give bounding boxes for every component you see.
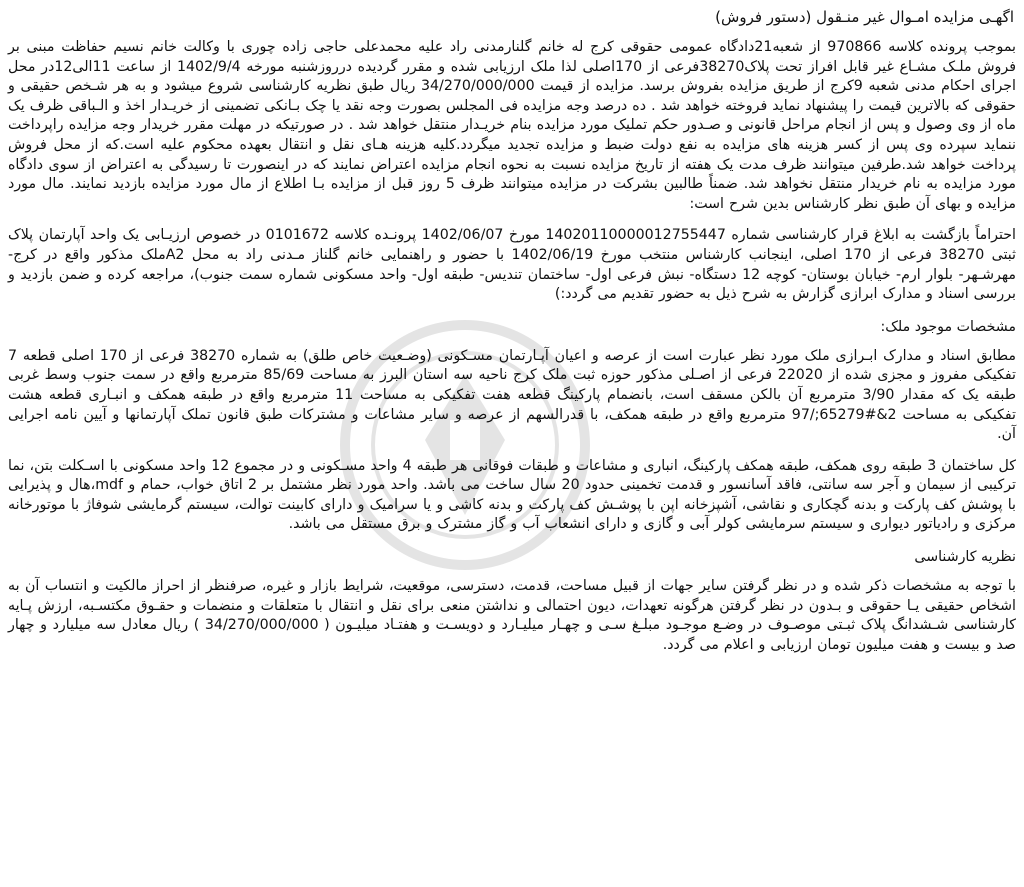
expert-opinion-heading: نظریه کارشناسی bbox=[914, 549, 1016, 566]
notice-paragraph-property-specs: مطابق اسناد و مدارک ابـرازی ملک مورد نظر عبارت است از عرصه و اعیان آپـارتمان مسـکونی (وضـعیت خاص طلق) به شماره 38270 فرعی از 170 اصلی قطعه 7 تفکیکی مفروز و مجزی شده از 22020 فرعی از اصـلی مذکور حوزه ثبت ملک کرج ناحیه سه استان البرز به مساحت 85/69 مترمربع واقع در سمت جنوب وسط غربی طبقه یک که مقدار 3/90 مترمربع آن بالکن مسقف است، بانضمام پارکینگ قطعه هفت تفکیکی به مساحت 11 مترمربع واقع در طبقه همکف و انبـاری قطعه هشت تفکیکی به مساحت 2&#65279;/97 مترمربع واقع در طبقه همکف، با قدرالسهم از عرصه و سایر مشاعات و مشترکات طبق قانون تملک آپارتمانها و آیین نامه اجرایی آن. bbox=[8, 347, 1017, 443]
notice-title: اگهـی مزایده امـوال غیر منـقول (دستور فروش) bbox=[715, 8, 1014, 26]
notice-paragraph-intro: بموجب پرونده کلاسه 970866 از شعبه21دادگاه عمومی حقوقی کرج له خانم گلنارمدنی راد علیه محمدعلی حاجی زاده چوری با وکالت خانم نسیم حفاظت مبنی بر فروش ملـک مشـاع غیر قابل افراز تحت پلاک38270فرعی از 170اصلی لذا ملک ارزیابی شده و مقرر گردیده درروزشنبه مورخه 1402/9/4 از ساعت 11الی12در محل اجرای احکام مدنی شعبه 9کرج از طریق مزایده بفروش برسد. مزایده از قیمت 34/270/000/000 ریال طبق نظریه کارشناسی شروع میشود و به هر شـخص حقیقی و حقوقی که بالاترین قیمت را پیشنهاد نماید فروخته خواهد شد . ده درصد وجه مزایده فی المجلس بصورت وجه نقد یا چک بـانکی تضمینی از خریـدار اخذ و الـباقی ظرف یک ماه از وی وصول و پس از انجام مراحل قانونی و صـدور حکم تملیک مورد مزایده بنام خریـدار منتقل خواهد شد . در صورتیکه در مهلت مقرر خریدار وجه مزایده راپرداخت ننماید سپرده وی پس از کسر هزینه های مزایده به نفع دولت ضبط و مزایده تجدید میگردد.کلیه هزینه هـای نقل و انتقال بعهده محکوم علیه است.که از محل فروش پرداخت خواهد شد.طرفین میتوانند ظرف مدت یک هفته از تاریخ مزایده نسبت به نحوه انجام مزایده اعتراض نمایند که در اینصورت تا رسیدگی به اعتراض از سوی دادگاه مورد مزایده به نام خریدار منتقل نخواهد شد. ضمناً طالبین بشرکت در مزایده میتوانند ظرف 5 روز قبل از مزایده بـا اطلاع از مال مورد مزایده بازدید نمایند. مال مورد مزایده و بهای آن طبق نظر کارشناس بدین شرح است: bbox=[8, 39, 1017, 212]
notice-paragraph-expert-opinion: با توجه به مشخصات ذکر شده و در نظر گرفتن سایر جهات از قبیل مساحت، قدمت، دسترسی، موقعیت، شرایط بازار و غیره، صرفنظر از احراز مالکیت و انتساب آن به اشخاص حقیقی یـا حقوقی و بـدون در نظر گرفتن هرگونه تعهدات، دیون احتمالی و نداشتن منعی برای نقل و انتقال با متعلقات و منضمات و حقـوق مکتسـبه، ارزش پـایه کارشناسی شـشدانگ پلاک ثبـتی موصـوف در وضـع موجـود مبلـغ سـی و چهـار میلیـارد و دویسـت و هفتـاد میلیـون ( 34/270/000/000 ) ریال معادل سه میلیارد و چهار صد و بیست و هفت میلیون تومان ارزیابی و اعلام می گردد. bbox=[8, 578, 1017, 653]
property-specs-heading: مشخصات موجود ملک: bbox=[880, 318, 1016, 335]
notice-paragraph-building-description: کل ساختمان 3 طبقه روی همکف، طبقه همکف پارکینگ، انباری و مشاعات و طبقات فوقانی هر طبقه 4 واحد مسـکونی و در مجموع 12 واحد مسکونی با اسـکلت بتن، نما ترکیبی از سیمان و آجر سه سانتی، فاقد آسانسور و قدمت تخمینی حدود 20 سال ساخت می باشد. واحد مورد نظر مشتمل بر 2 اتاق خواب، حمام و mdf،هال و پذیرایی با پوشش کف پارکت و بدنه گچکاری و نقاشی، آشپزخانه اپن با پوشـش کف پارکت و بدنه کاشی و یا سرامیک و دارای کابینت توالت، سیستم گرمایشی شوفاژ با موتورخانه مرکزی و رادیاتور دیواری و سیستم سرمایشی کولر آبی و گازی و دارای انشعاب آب و گاز مشترک و برق مستقل می باشد. bbox=[8, 457, 1016, 533]
notice-paragraph-expert-visit: احتراماً بازگشت به ابلاغ قرار کارشناسی شماره 14020110000012755447 مورخ 1402/06/07 پرونـده کلاسه 0101672 در خصوص ارزیـابی یک واحد آپارتمان پلاک ثبتی 38270 فرعی از 170 اصلی، اینجانب کارشناس منتخب مورخ 1402/06/19 با حضور و راهنمایی خانم گلناز مـدنی راد به محل A2ملک مذکور واقع در کرج- مهرشـهر- بلوار ارم- خیابان بوستان- کوچه 12 دستگاه- نبش فرعی اول- ساختمان تندیس- طبقه اول- واحد مسکونی شماره سمت جنوب)، مراجعه کرده و ضمن بازدید و بررسی اسناد و مدارک ابرازی گزارش به شرح ذیل به حضور تقدیم می گردد:) bbox=[8, 227, 1017, 303]
